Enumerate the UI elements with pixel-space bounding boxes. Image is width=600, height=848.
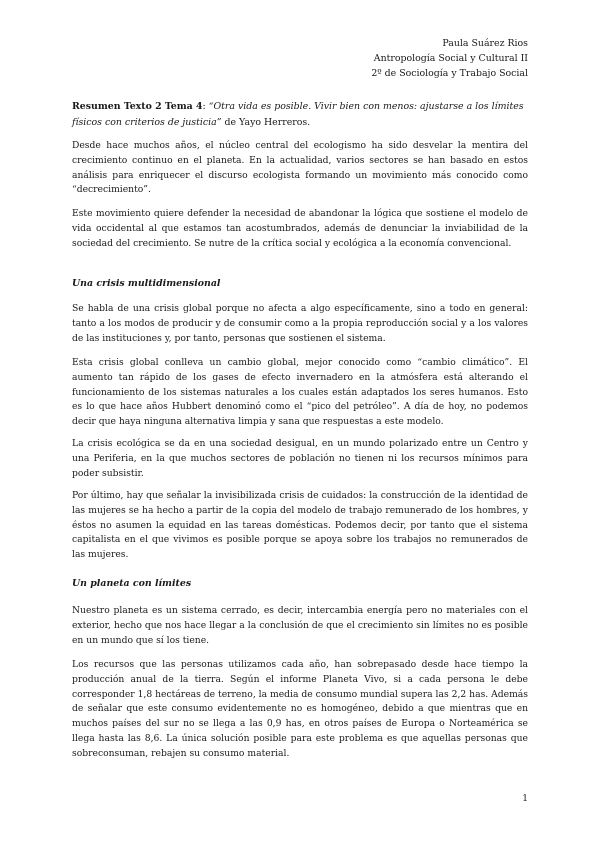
title-separator: : bbox=[202, 101, 209, 112]
page-number: 1 bbox=[522, 794, 528, 804]
paragraph-degrowth: Este movimiento quiere defender la necesidad de abandonar la lógica que sostiene el modelo de vida occidental al que estamos tan acostumbrados, además de denunciar la inviabilidad de la sociedad del crecimiento. Se nutre de la crítica social y ecológica a la economía convencional. bbox=[72, 208, 528, 249]
page-header bbox=[371, 36, 528, 81]
paragraph-climate-change: Esta crisis global conlleva un cambio global, mejor conocido como “cambio climático”. El aumento tan rápido de los gases de efecto invernadero en la atmósfera está alterando el funcionamiento de los sistemas naturales a los cuales están adaptados los seres humanos. Esto es lo que hace años Hubbert denominó como el “pico del petróleo”. A día de hoy, no podemos decir que haya ninguna alternativa limpia y sana que respuestas a este modelo. bbox=[72, 357, 528, 428]
paragraph-resources: Los recursos que las personas utilizamos cada año, han sobrepasado desde hace tiempo la producción anual de la tierra. Según el informe Planeta Vivo, si a cada persona le debe corresponder 1,8 hectáreas de terreno, la media de consumo mundial supera las 2,2 has. Además de señalar que este consumo evidentemente no es homogéneo, debido a que mientras que en muchos países del sur no se llega a las 0,9 has, en otros países de Europa o Norteamérica se llega hasta las 8,6. La única solución posible para este problema es que aquellas personas que sobreconsuman, rebajen su consumo material. bbox=[72, 659, 528, 759]
paragraph-closed-system: Nuestro planeta es un sistema cerrado, es decir, intercambia energía pero no materiales con el exterior, hecho que nos hace llegar a la conclusión de que el crecimiento sin límites no es posible en un mundo que sí los tiene. bbox=[72, 605, 528, 646]
paragraph-inequality: La crisis ecológica se da en una sociedad desigual, en un mundo polarizado entre un Centro y una Periferia, en la que muchos sectores de población no tienen ni los recursos mínimos para poder subsistir. bbox=[72, 438, 528, 479]
title-quote: “Otra vida es posible. Vivir bien con menos: ajustarse a los límites físicos con criterios de justicia” bbox=[72, 101, 524, 128]
title-label: Resumen Texto 2 Tema 4 bbox=[72, 101, 203, 112]
section-heading-limits: Un planeta con límites bbox=[72, 578, 192, 589]
paragraph-global-crisis: Se habla de una crisis global porque no afecta a algo específicamente, sino a todo en general: tanto a los modos de producir y de consumir como a la propia reproducción social y a los valores de las instituciones y, por tanto, personas que sostienen el sistema. bbox=[72, 303, 528, 344]
paragraph-intro: Desde hace muchos años, el núcleo central del ecologismo ha sido desvelar la mentira del crecimiento continuo en el planeta. En la actualidad, varios sectores se han basado en estos análisis para enriquecer el discurso ecologista formando un movimiento más conocido como “decrecimiento”. bbox=[72, 140, 528, 196]
document-title bbox=[72, 99, 532, 131]
section-heading-crisis: Una crisis multidimensional bbox=[72, 278, 221, 289]
header-course: Antropología Social y Cultural II bbox=[373, 53, 528, 64]
header-author: Paula Suárez Rios bbox=[442, 38, 528, 49]
header-program: 2º de Sociología y Trabajo Social bbox=[371, 68, 528, 79]
paragraph-care-crisis: Por último, hay que señalar la invisibilizada crisis de cuidados: la construcción de la identidad de las mujeres se ha hecho a partir de la copia del modelo de trabajo remunerado de los hombres, y éstos no asumen la equidad en las tareas domésticas. Podemos decir, por tanto que el sistema capitalista en el que vivimos es posible porque se apoya sobre los trabajos no remunerados de las mujeres. bbox=[72, 490, 528, 561]
title-author: de Yayo Herreros. bbox=[221, 117, 311, 128]
